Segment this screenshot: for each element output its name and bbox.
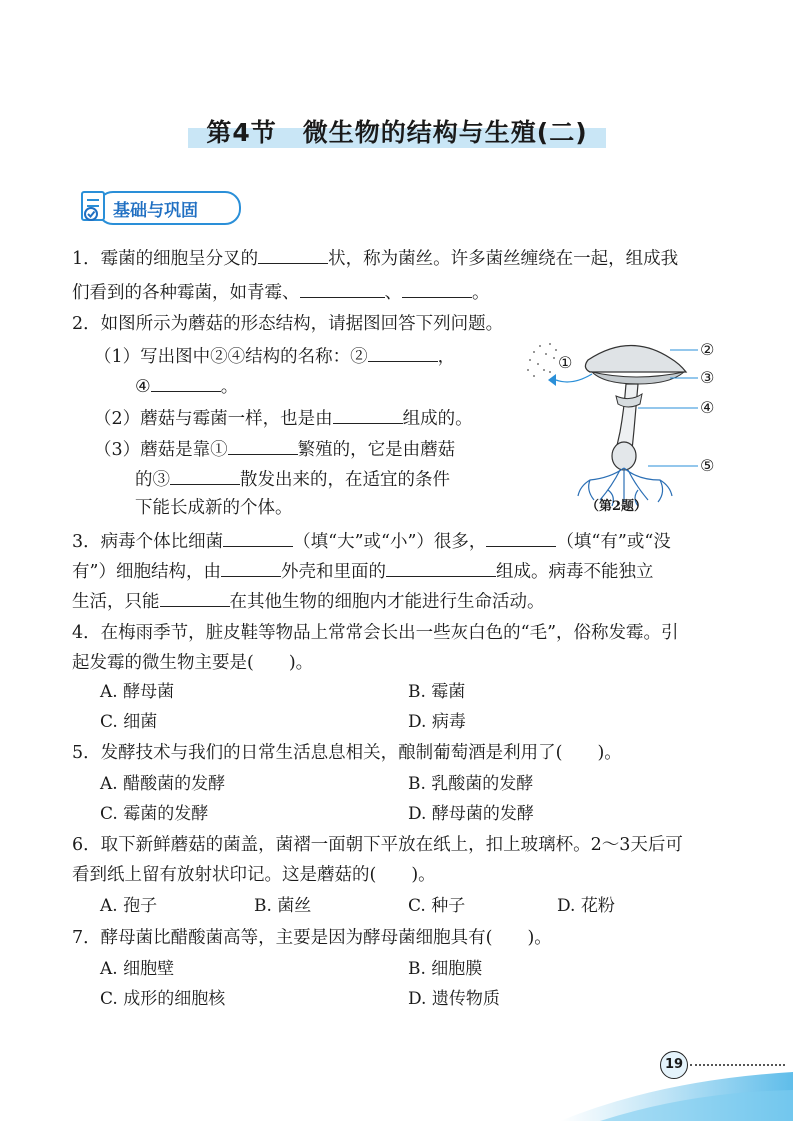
answer-blank[interactable] xyxy=(223,528,293,547)
answer-blank[interactable] xyxy=(228,436,298,455)
q5-option-d[interactable]: D. 酵母菌的发酵 xyxy=(408,804,534,824)
label-3: ③ xyxy=(700,368,715,387)
section-number: 第4节 xyxy=(206,118,277,147)
q5-option-c[interactable]: C. 霉菌的发酵 xyxy=(100,804,209,824)
spore-dots xyxy=(527,343,557,377)
arrow-head xyxy=(548,374,556,386)
q7-option-b[interactable]: B. 细胞膜 xyxy=(408,959,483,979)
q2-part2: （2）蘑菇与霉菌一样，也是由 组成的。 xyxy=(94,405,473,431)
figure-caption: （第2题） xyxy=(586,499,648,514)
section-heading-text: 基础与巩固 xyxy=(113,201,198,221)
q4-option-a[interactable]: A. 酵母菌 xyxy=(100,682,175,702)
answer-blank[interactable] xyxy=(333,405,403,424)
mushroom-stalk xyxy=(616,384,638,450)
q5-option-a[interactable]: A. 醋酸菌的发酵 xyxy=(100,774,226,794)
q7-option-c[interactable]: C. 成形的细胞核 xyxy=(100,989,226,1009)
q6-option-d[interactable]: D. 花粉 xyxy=(557,896,615,916)
answer-blank[interactable] xyxy=(221,558,281,577)
q6-option-b[interactable]: B. 菌丝 xyxy=(254,896,312,916)
label-5: ⑤ xyxy=(700,456,715,475)
page-number-dots xyxy=(690,1064,785,1066)
answer-blank[interactable] xyxy=(160,588,230,607)
label-4: ④ xyxy=(700,398,715,417)
label-1: ① xyxy=(558,353,573,372)
q2-part3-line2: 的③ 散发出来的，在适宜的条件 xyxy=(135,466,450,492)
q4-line2: 起发霉的微生物主要是( )。 xyxy=(72,653,314,673)
q4-option-c[interactable]: C. 细菌 xyxy=(100,712,158,732)
q5-option-b[interactable]: B. 乳酸菌的发酵 xyxy=(408,774,534,794)
section-heading xyxy=(75,188,243,226)
q2-stem: 2．如图所示为蘑菇的形态结构，请据图回答下列问题。 xyxy=(72,314,504,334)
q3-line3: 生活，只能 在其他生物的细胞内才能进行生命活动。 xyxy=(72,588,545,614)
q2-part3: （3）蘑菇是靠① 繁殖的，它是由蘑菇 xyxy=(94,436,455,462)
q6-option-c[interactable]: C. 种子 xyxy=(408,896,466,916)
label-2: ② xyxy=(700,340,715,359)
chapter-title xyxy=(188,113,606,149)
section-title: 微生物的结构与生殖(二) xyxy=(302,118,588,147)
answer-blank[interactable] xyxy=(170,466,240,485)
answer-blank[interactable] xyxy=(151,373,221,392)
q7-option-a[interactable]: A. 细胞壁 xyxy=(100,959,175,979)
q3-line1: 3．病毒个体比细菌 （填“大”或“小”）很多， （填“有”或“没 xyxy=(72,528,671,554)
mushroom-cap xyxy=(585,345,686,372)
q1-line2: 们看到的各种霉菌，如青霉、 、 。 xyxy=(72,279,490,305)
document-check-icon xyxy=(75,188,115,226)
q5-line1: 5．发酵技术与我们的日常生活息息相关，酿制葡萄酒是利用了( )。 xyxy=(72,743,622,763)
q2-part1-cont: ④ 。 xyxy=(135,373,238,399)
q4-line1: 4．在梅雨季节，脏皮鞋等物品上常常会长出一些灰白色的“毛”，俗称发霉。引 xyxy=(72,623,679,643)
answer-blank[interactable] xyxy=(300,279,385,298)
mushroom-base xyxy=(612,442,636,470)
q7-line1: 7．酵母菌比醋酸菌高等，主要是因为酵母菌细胞具有( )。 xyxy=(72,928,552,948)
q4-option-b[interactable]: B. 霉菌 xyxy=(408,682,466,702)
mushroom-diagram xyxy=(520,330,720,520)
q1-line1: 1．霉菌的细胞呈分叉的 状，称为菌丝。许多菌丝缠绕在一起，组成我 xyxy=(72,245,678,271)
q4-option-d[interactable]: D. 病毒 xyxy=(408,712,466,732)
q7-option-d[interactable]: D. 遗传物质 xyxy=(408,989,500,1009)
q3-line2: 有”）细胞结构，由 外壳和里面的 组成。病毒不能独立 xyxy=(72,558,653,584)
q2-part3-line3: 下能长成新的个体。 xyxy=(135,498,293,518)
answer-blank[interactable] xyxy=(368,343,438,362)
q2-part1: （1）写出图中②④结构的名称：② ， xyxy=(94,343,455,369)
page-number: 19 xyxy=(660,1051,688,1079)
answer-blank[interactable] xyxy=(386,558,496,577)
answer-blank[interactable] xyxy=(402,279,472,298)
pointer-arrow xyxy=(556,374,592,382)
q6-option-a[interactable]: A. 孢子 xyxy=(100,896,158,916)
q6-line1: 6．取下新鲜蘑菇的菌盖，菌褶一面朝下平放在纸上，扣上玻璃杯。2～3天后可 xyxy=(72,835,683,855)
answer-blank[interactable] xyxy=(258,245,328,264)
q6-line2: 看到纸上留有放射状印记。这是蘑菇的( )。 xyxy=(72,865,436,885)
answer-blank[interactable] xyxy=(486,528,556,547)
